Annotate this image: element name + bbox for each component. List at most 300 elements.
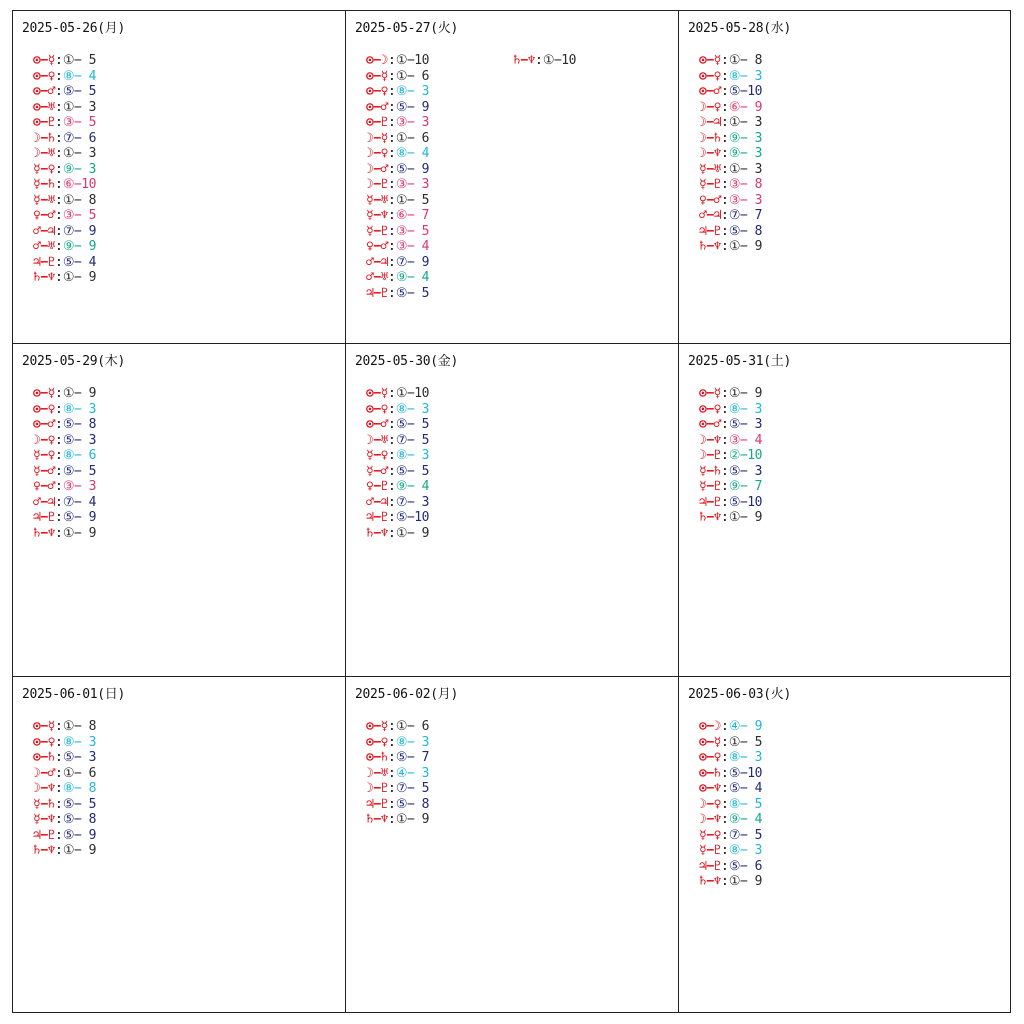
aspect-row (699, 146, 762, 162)
aspect-mark: ⑤ (728, 463, 740, 479)
day-cell (346, 677, 679, 1012)
aspect-value: − 9 (739, 719, 762, 734)
separator: : (387, 208, 396, 223)
aspect-value: − 3 (739, 401, 762, 417)
separator: : (387, 479, 396, 494)
separator: : (387, 734, 396, 750)
aspect-row (33, 797, 96, 813)
aspect-value: − 3 (73, 750, 96, 765)
separator: : (720, 239, 729, 254)
aspect-row (513, 53, 576, 69)
separator: : (54, 719, 63, 734)
aspect-row (33, 131, 96, 147)
aspect-row (366, 448, 429, 464)
aspect-row (366, 131, 429, 147)
separator: : (720, 401, 729, 417)
planet-pair: ☽−☿ (366, 130, 388, 146)
aspect-list (699, 719, 762, 890)
aspect-value: − 7 (739, 208, 762, 223)
planet-pair: ⊙−☿ (699, 386, 721, 401)
planet-pair: ⊙−☿ (366, 719, 388, 734)
aspect-value: − 5 (739, 796, 762, 812)
aspect-mark: ⑤ (62, 254, 74, 270)
aspect-value: − 9 (73, 510, 96, 525)
separator: : (54, 494, 63, 510)
aspect-row (33, 239, 96, 255)
planet-pair: ♄−♆ (699, 239, 721, 254)
aspect-value: −10 (406, 510, 429, 525)
aspect-row (366, 719, 429, 735)
aspect-value: − 6 (739, 858, 762, 874)
separator: : (387, 130, 396, 146)
separator: : (720, 223, 729, 239)
aspect-value: − 9 (739, 874, 762, 889)
aspect-mark: ① (728, 874, 740, 889)
aspect-row (33, 750, 96, 766)
separator: : (387, 192, 396, 208)
aspect-value: − 9 (73, 386, 96, 401)
cell-date: 2025-05-31(土) (688, 354, 792, 369)
cell-date: 2025-06-01(日) (22, 687, 126, 702)
aspect-row (699, 859, 762, 875)
aspect-mark: ⑤ (728, 781, 740, 796)
aspect-mark: ⑤ (728, 494, 740, 510)
planet-pair: ☿−♆ (33, 812, 55, 827)
aspect-row (366, 100, 429, 116)
aspect-row (366, 797, 429, 813)
aspect-row (366, 224, 429, 240)
aspect-row (699, 464, 762, 480)
separator: : (54, 796, 63, 812)
planet-pair: ♀−♂ (366, 239, 388, 254)
planet-pair: ⊙−♂ (33, 84, 55, 99)
aspect-mark: ⑤ (395, 796, 407, 812)
aspect-mark: ⑤ (728, 223, 740, 239)
planet-pair: ♂−♃ (699, 208, 721, 223)
planet-pair: ♃−♇ (366, 510, 388, 525)
separator: : (720, 386, 729, 401)
aspect-mark: ⑧ (62, 781, 74, 796)
aspect-row (699, 402, 762, 418)
aspect-row (33, 208, 96, 224)
separator: : (720, 68, 729, 84)
aspect-value: − 8 (739, 223, 762, 239)
planet-pair: ♃−♇ (366, 796, 388, 812)
aspect-row (366, 433, 429, 449)
aspect-value: − 3 (73, 401, 96, 417)
aspect-mark: ① (62, 99, 74, 115)
aspect-row (366, 417, 429, 433)
aspect-value: − 3 (406, 401, 429, 417)
separator: : (387, 719, 396, 734)
aspect-value: − 5 (73, 463, 96, 479)
separator: : (720, 858, 729, 874)
aspect-row (33, 448, 96, 464)
separator: : (54, 479, 63, 494)
aspect-list (366, 386, 429, 541)
aspect-value: −10 (553, 53, 576, 68)
planet-pair: ☿−♄ (33, 177, 55, 192)
separator: : (54, 401, 63, 417)
aspect-value: − 3 (739, 192, 762, 208)
aspect-mark: ⑦ (395, 432, 407, 448)
aspect-mark: ① (62, 192, 74, 208)
cell-date: 2025-05-27(火) (355, 21, 459, 36)
separator: : (387, 463, 396, 479)
day-cell (679, 11, 1010, 344)
separator: : (720, 130, 729, 146)
aspect-row (366, 84, 429, 100)
planet-pair: ♂−♅ (33, 239, 55, 254)
aspect-value: − 3 (73, 146, 96, 161)
aspect-value: −10 (739, 494, 762, 510)
aspect-mark: ⑧ (62, 448, 74, 463)
aspect-mark: ⑦ (395, 254, 407, 270)
planet-pair: ☽−♆ (33, 781, 55, 796)
aspect-row (366, 255, 429, 271)
planet-pair: ♃−♇ (33, 510, 55, 525)
aspect-mark: ⑧ (62, 734, 74, 750)
aspect-row (699, 874, 762, 890)
aspect-mark: ⑤ (62, 84, 74, 99)
separator: : (720, 796, 729, 812)
aspect-value: − 5 (739, 734, 762, 750)
aspect-mark: ⑧ (62, 68, 74, 84)
aspect-mark: ① (395, 719, 407, 734)
aspect-row (366, 286, 429, 302)
aspect-row (699, 386, 762, 402)
aspect-mark: ① (728, 115, 740, 130)
aspect-row (366, 464, 429, 480)
separator: : (387, 812, 396, 827)
aspect-value: − 5 (73, 84, 96, 99)
aspect-list (366, 719, 429, 828)
aspect-list (699, 386, 762, 526)
aspect-mark: ⑧ (395, 401, 407, 417)
planet-pair: ♄−♆ (513, 53, 535, 68)
aspect-mark: ① (728, 386, 740, 401)
aspect-mark: ⑨ (62, 239, 74, 254)
day-cell (346, 344, 679, 677)
aspect-mark: ① (395, 53, 407, 68)
planet-pair: ☿−♂ (33, 463, 55, 479)
planet-pair: ⊙−♀ (699, 750, 721, 765)
aspect-mark: ⑥ (395, 208, 407, 223)
aspect-row (366, 162, 429, 178)
separator: : (720, 208, 729, 223)
aspect-mark: ⑤ (62, 827, 74, 843)
aspect-row (33, 84, 96, 100)
planet-pair: ♃−♇ (699, 858, 721, 874)
planet-pair: ♃−♇ (366, 285, 388, 301)
aspect-mark: ① (62, 843, 74, 858)
separator: : (387, 525, 396, 541)
aspect-value: − 6 (406, 719, 429, 734)
separator: : (720, 53, 729, 68)
separator: : (54, 161, 63, 177)
planet-pair: ☽−♀ (366, 146, 388, 161)
aspect-mark: ⑤ (62, 417, 74, 432)
aspect-value: − 6 (73, 765, 96, 781)
planet-pair: ⊙−♀ (366, 734, 388, 750)
aspect-mark: ③ (728, 177, 740, 192)
separator: : (54, 99, 63, 115)
aspect-row (366, 735, 429, 751)
separator: : (54, 115, 63, 130)
aspect-mark: ③ (728, 432, 740, 448)
separator: : (534, 53, 543, 68)
aspect-mark: ⑤ (395, 417, 407, 432)
aspect-row (33, 510, 96, 526)
aspect-row (33, 224, 96, 240)
planet-pair: ☿−♅ (33, 192, 55, 208)
aspect-mark: ⑧ (395, 84, 407, 99)
aspect-row (699, 433, 762, 449)
aspect-value: − 4 (73, 494, 96, 510)
planet-pair: ⊙−♀ (33, 401, 55, 417)
planet-pair: ☿−♇ (699, 479, 721, 494)
aspect-row (366, 386, 429, 402)
aspect-mark: ⑤ (395, 510, 407, 525)
aspect-row (366, 239, 429, 255)
planet-pair: ☿−♇ (699, 843, 721, 858)
separator: : (54, 448, 63, 463)
aspect-mark: ⑨ (728, 130, 740, 146)
separator: : (387, 750, 396, 765)
planet-pair: ☿−♄ (33, 796, 55, 812)
aspect-mark: ③ (62, 479, 74, 494)
aspect-mark: ③ (395, 223, 407, 239)
aspect-mark: ⑧ (395, 734, 407, 750)
aspect-mark: ① (728, 161, 740, 177)
planet-pair: ☽−♅ (366, 432, 388, 448)
aspect-mark: ① (395, 386, 407, 401)
aspect-mark: ⑨ (728, 146, 740, 161)
separator: : (720, 417, 729, 432)
separator: : (54, 68, 63, 84)
planet-pair: ☽−♀ (699, 796, 721, 812)
aspect-row (33, 417, 96, 433)
aspect-value: − 3 (739, 750, 762, 765)
aspect-mark: ③ (62, 115, 74, 130)
aspect-list (699, 53, 762, 255)
aspect-row (699, 828, 762, 844)
separator: : (720, 719, 729, 734)
aspect-value: − 9 (406, 99, 429, 115)
aspect-value: − 9 (406, 525, 429, 541)
aspect-mark: ⑧ (395, 448, 407, 463)
aspect-value: −10 (406, 53, 429, 68)
separator: : (54, 223, 63, 239)
aspect-value: − 3 (739, 463, 762, 479)
planet-pair: ♃−♇ (699, 494, 721, 510)
aspect-mark: ② (728, 448, 740, 463)
aspect-row (699, 162, 762, 178)
aspect-value: − 5 (406, 463, 429, 479)
aspect-value: − 3 (406, 84, 429, 99)
separator: : (387, 177, 396, 192)
aspect-mark: ① (62, 765, 74, 781)
aspect-mark: ⑤ (395, 285, 407, 301)
aspect-mark: ⑤ (62, 463, 74, 479)
aspect-value: −10 (739, 448, 762, 463)
aspect-row (366, 402, 429, 418)
aspect-mark: ⑨ (395, 479, 407, 494)
aspect-row (33, 464, 96, 480)
aspect-value: − 4 (73, 254, 96, 270)
separator: : (720, 84, 729, 99)
aspect-row (33, 386, 96, 402)
aspect-mark: ⑥ (62, 177, 74, 192)
aspect-row (366, 510, 429, 526)
aspect-row (699, 224, 762, 240)
aspect-row (33, 255, 96, 271)
planet-pair: ⊙−☿ (699, 734, 721, 750)
aspect-mark: ① (395, 68, 407, 84)
planet-pair: ☽−♇ (366, 177, 388, 192)
separator: : (387, 146, 396, 161)
aspect-value: − 5 (406, 223, 429, 239)
separator: : (387, 53, 396, 68)
planet-pair: ☽−♆ (699, 812, 721, 827)
aspect-row (699, 448, 762, 464)
aspect-value: − 5 (73, 53, 96, 68)
aspect-mark: ① (395, 192, 407, 208)
aspect-value: − 9 (739, 239, 762, 254)
planet-pair: ♄−♆ (33, 525, 55, 541)
planet-pair: ⊙−♂ (366, 417, 388, 432)
aspect-row (366, 750, 429, 766)
separator: : (720, 146, 729, 161)
aspect-row (33, 193, 96, 209)
planet-pair: ♂−♃ (366, 494, 388, 510)
aspect-value: − 5 (406, 192, 429, 208)
aspect-row (699, 797, 762, 813)
separator: : (54, 417, 63, 432)
aspect-value: − 5 (406, 432, 429, 448)
aspect-row (33, 766, 96, 782)
aspect-mark: ⑨ (728, 812, 740, 827)
planet-pair: ⊙−☿ (699, 53, 721, 68)
day-cell (13, 677, 346, 1012)
planet-pair: ☽−♆ (699, 432, 721, 448)
separator: : (54, 53, 63, 68)
separator: : (387, 68, 396, 84)
aspect-mark: ① (62, 719, 74, 734)
planet-pair: ⊙−☽ (699, 719, 721, 734)
planet-pair: ⊙−☿ (33, 53, 55, 68)
aspect-mark: ⑤ (62, 432, 74, 448)
aspect-list (33, 53, 96, 286)
aspect-value: − 4 (406, 479, 429, 494)
aspect-row (366, 208, 429, 224)
aspect-value: − 8 (739, 53, 762, 68)
separator: : (54, 750, 63, 765)
aspect-value: − 3 (406, 765, 429, 781)
aspect-mark: ① (728, 510, 740, 525)
planet-pair: ☿−♀ (366, 448, 388, 463)
aspect-value: − 6 (73, 448, 96, 463)
planet-pair: ♀−♂ (699, 192, 721, 208)
planet-pair: ☿−♄ (699, 463, 721, 479)
day-cell (679, 344, 1010, 677)
aspect-value: − 3 (73, 161, 96, 177)
aspect-row (699, 735, 762, 751)
planet-pair: ⊙−♆ (699, 781, 721, 796)
planet-pair: ♄−♆ (366, 812, 388, 827)
aspect-value: − 3 (739, 146, 762, 161)
aspect-value: − 3 (73, 734, 96, 750)
planet-pair: ☿−♂ (366, 463, 388, 479)
separator: : (387, 432, 396, 448)
day-cell (13, 11, 346, 344)
cell-date: 2025-05-29(木) (22, 354, 126, 369)
separator: : (54, 239, 63, 254)
planet-pair: ⊙−♀ (699, 401, 721, 417)
aspect-mark: ① (62, 146, 74, 161)
aspect-value: − 5 (73, 115, 96, 130)
aspect-list (366, 53, 429, 301)
aspect-row (33, 270, 96, 286)
aspect-calendar-grid (12, 10, 1011, 1013)
aspect-mark: ⑨ (62, 161, 74, 177)
aspect-mark: ⑤ (728, 765, 740, 781)
planet-pair: ⊙−♂ (366, 99, 388, 115)
aspect-value: − 8 (73, 192, 96, 208)
aspect-value: − 4 (406, 270, 429, 285)
aspect-row (366, 115, 429, 131)
separator: : (387, 448, 396, 463)
aspect-value: − 3 (406, 115, 429, 130)
aspect-row (366, 812, 429, 828)
aspect-mark: ⑤ (395, 750, 407, 765)
aspect-mark: ① (395, 812, 407, 827)
planet-pair: ♄−♆ (699, 510, 721, 525)
separator: : (54, 812, 63, 827)
separator: : (54, 781, 63, 796)
planet-pair: ⊙−♄ (699, 765, 721, 781)
aspect-mark: ⑤ (395, 463, 407, 479)
aspect-row (366, 177, 429, 193)
planet-pair: ⊙−♂ (699, 417, 721, 432)
aspect-row (699, 495, 762, 511)
aspect-value: − 5 (739, 827, 762, 843)
aspect-mark: ⑤ (395, 99, 407, 115)
separator: : (387, 99, 396, 115)
aspect-row (366, 495, 429, 511)
aspect-mark: ⑧ (62, 401, 74, 417)
aspect-row (366, 53, 429, 69)
aspect-row (366, 526, 429, 542)
separator: : (54, 130, 63, 146)
aspect-value: − 3 (739, 417, 762, 432)
cell-date: 2025-05-26(月) (22, 21, 126, 36)
planet-pair: ⊙−♄ (366, 750, 388, 765)
aspect-row (699, 53, 762, 69)
planet-pair: ☽−♇ (366, 781, 388, 796)
aspect-row (366, 146, 429, 162)
cell-date: 2025-05-30(金) (355, 354, 459, 369)
aspect-value: −10 (739, 765, 762, 781)
aspect-value: − 3 (406, 448, 429, 463)
planet-pair: ☿−♇ (699, 177, 721, 192)
separator: : (54, 827, 63, 843)
aspect-mark: ④ (728, 719, 740, 734)
aspect-mark: ⑤ (62, 796, 74, 812)
aspect-value: − 3 (739, 130, 762, 146)
aspect-value: − 8 (739, 177, 762, 192)
planet-pair: ⊙−☿ (366, 386, 388, 401)
